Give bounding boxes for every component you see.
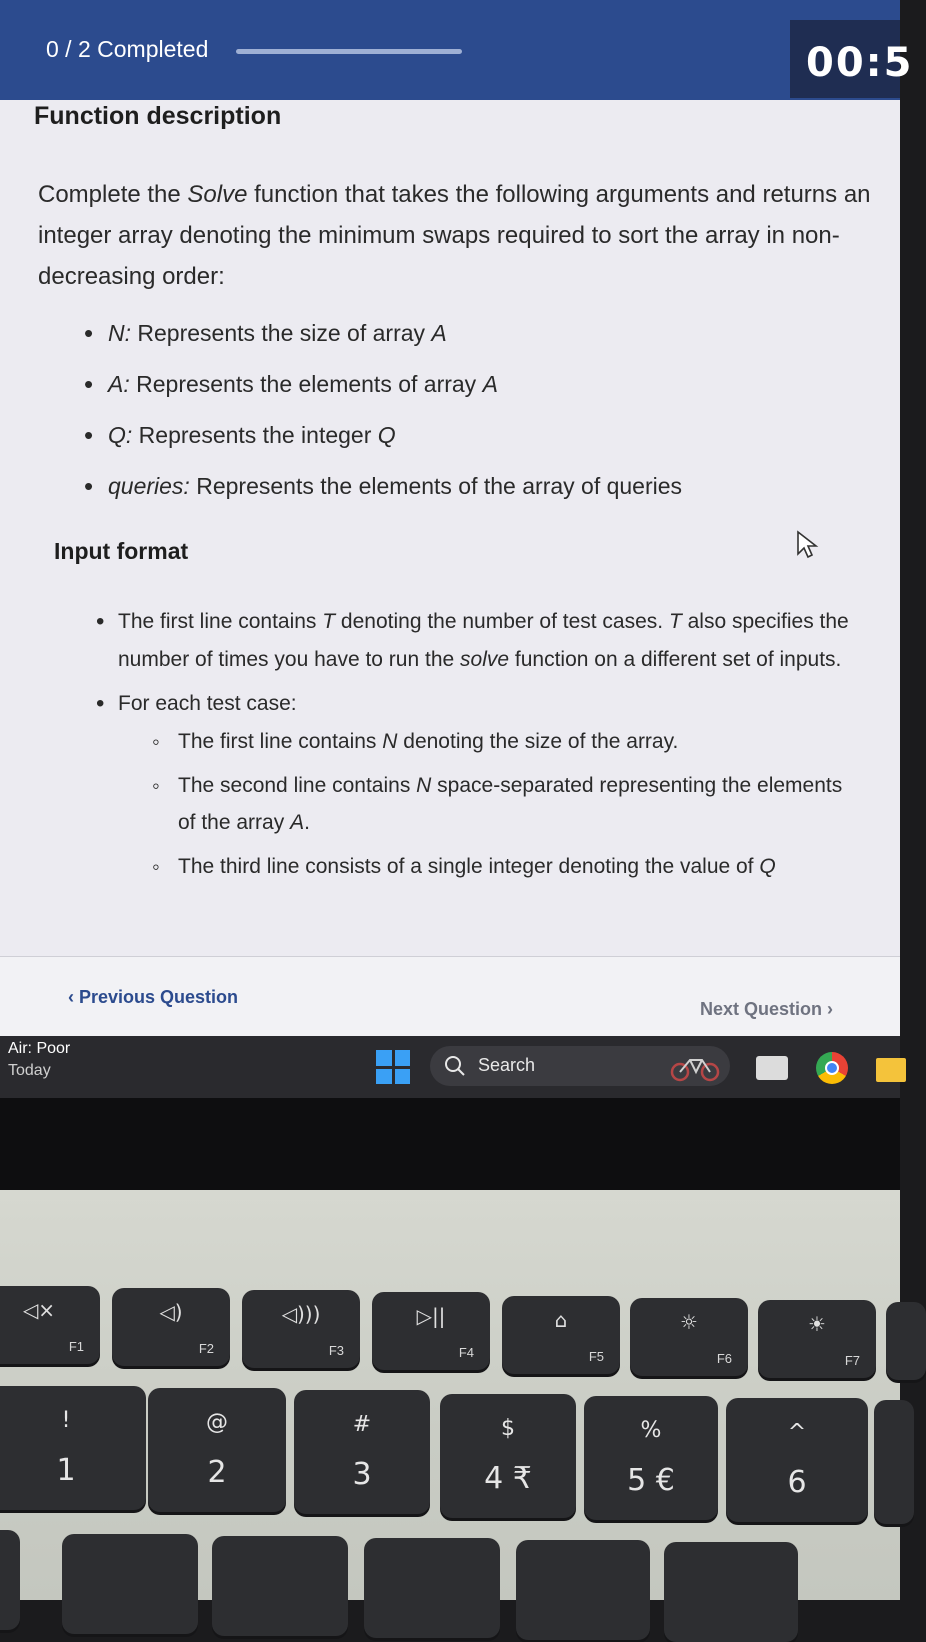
argument-list bbox=[84, 320, 844, 524]
next-question-button[interactable]: Next Question › bbox=[700, 999, 834, 1019]
previous-question-button[interactable]: ‹ Previous Question bbox=[68, 987, 239, 1007]
weather-subtitle: Today bbox=[8, 1062, 51, 1079]
key-4[interactable] bbox=[440, 1394, 576, 1518]
key-label: F3 bbox=[328, 1343, 344, 1358]
key-number: 5 € bbox=[627, 1463, 675, 1498]
start-tile bbox=[395, 1069, 411, 1085]
list-item bbox=[84, 473, 844, 524]
brightness-up-icon: ☀ bbox=[808, 1312, 826, 1336]
arg-ref: A bbox=[482, 371, 498, 397]
list-item bbox=[96, 685, 856, 885]
key-number: 6 bbox=[787, 1465, 807, 1500]
key-2[interactable] bbox=[148, 1388, 286, 1512]
sub-list-item bbox=[152, 767, 856, 841]
key-shift-symbol: @ bbox=[206, 1410, 228, 1435]
key-label: F7 bbox=[844, 1353, 860, 1368]
key-number: 1 bbox=[56, 1453, 76, 1488]
app-window-icon[interactable] bbox=[756, 1056, 788, 1080]
progress-bar bbox=[236, 49, 462, 54]
mute-icon: ◁× bbox=[22, 1298, 56, 1322]
key-t[interactable] bbox=[664, 1542, 798, 1642]
sub-list-item bbox=[152, 723, 856, 760]
key-f4[interactable] bbox=[372, 1292, 490, 1370]
list-item bbox=[96, 603, 856, 679]
mouse-pointer-icon bbox=[795, 530, 819, 560]
arg-name: N: bbox=[108, 320, 131, 346]
volume-down-icon: ◁) bbox=[159, 1300, 183, 1324]
volume-up-icon: ◁))) bbox=[281, 1302, 321, 1326]
key-shift-symbol: ! bbox=[61, 1408, 71, 1433]
text-span: The second line contains bbox=[178, 774, 417, 797]
arg-text: Represents the integer bbox=[132, 422, 378, 448]
key-f2[interactable] bbox=[112, 1288, 230, 1366]
chrome-browser-icon[interactable] bbox=[816, 1052, 848, 1084]
key-label: F6 bbox=[716, 1351, 732, 1366]
text-span: The first line contains bbox=[178, 730, 383, 753]
text-span: space-separated representing the elements of the array bbox=[178, 774, 843, 834]
list-item bbox=[84, 320, 844, 371]
text-span: denoting the number of test cases. bbox=[335, 610, 669, 633]
intro-text-end: function that takes the following arguments and returns an integer array denoting the minimum swaps required to sort the array in non-decreasing order: bbox=[38, 181, 871, 290]
question-navigation bbox=[0, 956, 900, 1036]
list-item bbox=[84, 422, 844, 473]
each-case-label: For each test case: bbox=[118, 692, 297, 715]
text-span: . bbox=[304, 811, 310, 834]
keyboard-backlight-icon: ⌂ bbox=[554, 1308, 568, 1332]
list-item bbox=[84, 371, 844, 422]
key-w[interactable] bbox=[212, 1536, 348, 1636]
key-label: F2 bbox=[198, 1341, 214, 1356]
windows-start-icon[interactable] bbox=[376, 1050, 410, 1084]
key-label: F4 bbox=[458, 1345, 474, 1360]
function-description-heading: Function description bbox=[34, 102, 282, 130]
function-name: solve bbox=[460, 648, 510, 671]
text-span: also specifies the number of times you have to run the bbox=[118, 610, 849, 671]
key-5[interactable] bbox=[584, 1396, 718, 1520]
arg-text: Represents the elements of array bbox=[129, 371, 483, 397]
key-f1[interactable] bbox=[0, 1286, 100, 1364]
key-number: 2 bbox=[207, 1455, 227, 1490]
play-pause-icon: ▷|| bbox=[416, 1304, 446, 1328]
text-span: denoting the size of the array. bbox=[397, 730, 679, 753]
key-3[interactable] bbox=[294, 1390, 430, 1514]
assessment-header bbox=[0, 0, 914, 100]
brightness-down-icon: ☼ bbox=[680, 1310, 698, 1334]
start-tile bbox=[376, 1050, 392, 1066]
key-f5[interactable] bbox=[502, 1296, 620, 1374]
var-t: T bbox=[322, 610, 336, 633]
start-tile bbox=[395, 1050, 411, 1066]
windows-taskbar bbox=[0, 1036, 900, 1098]
function-description-text bbox=[38, 174, 878, 297]
arg-text: Represents the size of array bbox=[131, 320, 432, 346]
key-shift-symbol: # bbox=[352, 1412, 372, 1437]
weather-title: Air: Poor bbox=[8, 1040, 71, 1057]
arg-ref: A bbox=[431, 320, 447, 346]
arg-text: Represents the elements of the array of queries bbox=[189, 473, 683, 499]
function-name: Solve bbox=[187, 181, 248, 208]
key-1[interactable] bbox=[0, 1386, 146, 1510]
input-format-list bbox=[96, 603, 856, 892]
test-case-sublist bbox=[152, 723, 856, 885]
laptop-bezel bbox=[0, 1098, 900, 1190]
input-format-heading: Input format bbox=[54, 538, 189, 564]
key-6[interactable] bbox=[726, 1398, 868, 1522]
key-number: 4 ₹ bbox=[484, 1461, 532, 1496]
problem-statement[interactable] bbox=[0, 100, 900, 956]
intro-text-start: Complete the bbox=[38, 181, 188, 208]
search-icon bbox=[444, 1055, 466, 1077]
text-span: function on a different set of inputs. bbox=[509, 648, 842, 671]
key-label: F5 bbox=[588, 1349, 604, 1364]
var-n: N bbox=[416, 774, 432, 797]
key-number: 3 bbox=[352, 1457, 372, 1492]
key-f6[interactable] bbox=[630, 1298, 748, 1376]
var-a: A bbox=[290, 811, 305, 834]
key-7-partial[interactable] bbox=[874, 1400, 914, 1524]
text-span: The third line consists of a single integer denoting the value of bbox=[178, 855, 760, 878]
key-f7[interactable] bbox=[758, 1300, 876, 1378]
key-f3[interactable] bbox=[242, 1290, 360, 1368]
key-tab[interactable] bbox=[0, 1530, 20, 1630]
key-shift-symbol: % bbox=[640, 1418, 662, 1443]
arg-ref: Q bbox=[377, 422, 396, 448]
progress-label: 0 / 2 Completed bbox=[46, 36, 209, 62]
var-q: Q bbox=[759, 855, 776, 878]
bicycle-icon[interactable] bbox=[670, 1052, 720, 1082]
key-shift-symbol: ^ bbox=[787, 1420, 807, 1445]
key-q[interactable] bbox=[62, 1534, 198, 1634]
search-placeholder: Search bbox=[478, 1055, 536, 1075]
arg-name: A: bbox=[108, 371, 130, 397]
key-label: F1 bbox=[68, 1339, 84, 1354]
text-span: The first line contains bbox=[118, 610, 323, 633]
laptop-keyboard bbox=[0, 1190, 900, 1600]
var-n: N bbox=[382, 730, 398, 753]
arg-name: Q: bbox=[108, 422, 133, 448]
key-r[interactable] bbox=[516, 1540, 650, 1640]
file-explorer-icon[interactable] bbox=[876, 1058, 906, 1082]
arg-name: queries: bbox=[108, 473, 190, 499]
key-shift-symbol: $ bbox=[501, 1416, 515, 1441]
key-f8-partial[interactable] bbox=[886, 1302, 926, 1380]
key-e[interactable] bbox=[364, 1538, 500, 1638]
start-tile bbox=[376, 1069, 392, 1085]
var-t: T bbox=[668, 610, 682, 633]
countdown-timer: 00:5 bbox=[790, 20, 900, 98]
sub-list-item bbox=[152, 848, 856, 885]
